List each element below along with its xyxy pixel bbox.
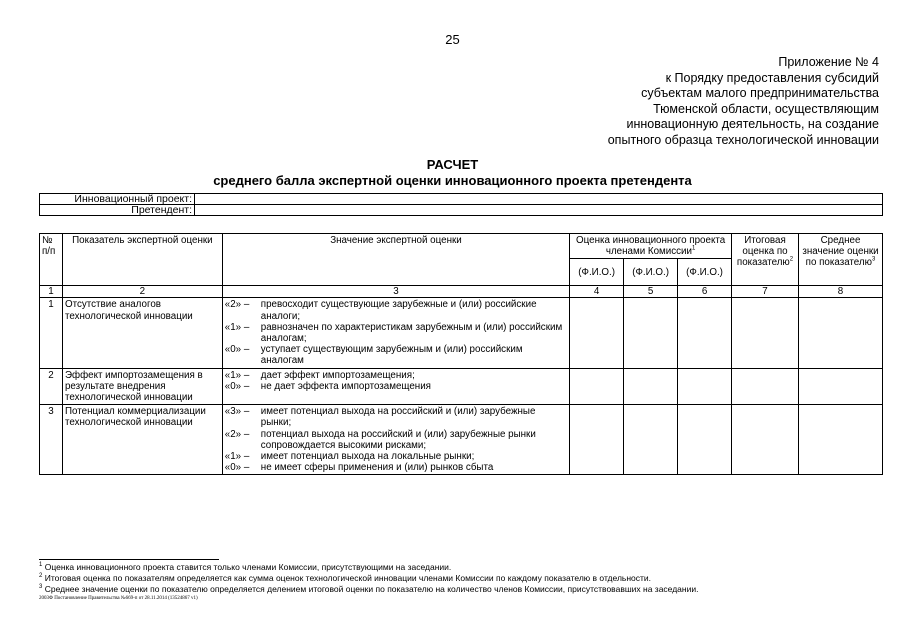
- criterion-text: не дает эффекта импортозамещения: [260, 380, 431, 392]
- col-number: 7: [732, 286, 799, 298]
- header-row: [40, 234, 883, 259]
- header-commission: [570, 234, 732, 259]
- info-row-project: [40, 194, 883, 205]
- row-indicator: Потенциал коммерциализации технологической инновации: [62, 405, 222, 475]
- info-table: [39, 193, 883, 216]
- header-fio: (Ф.И.О.): [570, 259, 624, 286]
- average-cell[interactable]: [799, 405, 883, 475]
- table-row: [40, 405, 883, 475]
- footnote-ref: 3: [872, 257, 876, 264]
- score-cell[interactable]: [570, 298, 624, 368]
- criterion-text: имеет потенциал выхода на локальные рынки;: [260, 451, 475, 463]
- criterion-score: «0» –: [224, 462, 250, 474]
- criterion-score: «0» –: [224, 380, 250, 392]
- total-cell[interactable]: [732, 405, 799, 475]
- header-value: Значение экспертной оценки: [222, 234, 569, 286]
- header-fio: (Ф.И.О.): [624, 259, 678, 286]
- total-cell[interactable]: [732, 298, 799, 368]
- criterion-score: «1» –: [224, 451, 250, 463]
- criterion: [225, 344, 567, 366]
- header-total: [732, 234, 799, 286]
- criterion: [225, 322, 567, 344]
- header-commission-text: Оценка инновационного проекта членами Комиссии: [576, 235, 726, 258]
- footnote-ref: 2: [789, 257, 794, 264]
- title: РАСЧЕТ: [426, 157, 479, 172]
- evaluation-table: [39, 233, 883, 475]
- header-average-text: Среднее значение оценки по показателю: [802, 235, 879, 269]
- row-criteria: [222, 405, 569, 475]
- criterion-text: превосходит существующие зарубежные и (или) российские аналоги;: [260, 299, 537, 322]
- col-number: 5: [624, 286, 678, 298]
- appendix-line: Тюменской области, осуществляющим: [653, 101, 879, 116]
- score-cell[interactable]: [678, 405, 732, 475]
- col-number: 3: [222, 286, 569, 298]
- appendix-line: субъектам малого предпринимательства: [641, 86, 879, 101]
- score-cell[interactable]: [570, 368, 624, 405]
- header-total-text: Итоговая оценка по показателю: [736, 235, 790, 269]
- criterion: [225, 406, 567, 428]
- col-number: 2: [62, 286, 222, 298]
- footnote: [39, 562, 451, 573]
- criterion: [225, 451, 567, 462]
- footnote-text: Оценка инновационного проекта ставится только членами Комиссии, присутствующими на заседании.: [44, 562, 452, 572]
- criterion-text: дает эффект импортозамещения;: [260, 369, 415, 381]
- footnote-mark: 3: [39, 584, 43, 591]
- applicant-field[interactable]: [195, 205, 883, 216]
- row-num: 2: [40, 368, 63, 405]
- footnote-text: Среднее значение оценки по показателю определяется делением итоговой оценки по показателю на количество членов Комиссии, присутствовавших на заседании.: [44, 584, 699, 594]
- footnote-mark: 2: [39, 573, 43, 580]
- average-cell[interactable]: [799, 298, 883, 368]
- footnote: [39, 573, 651, 584]
- score-cell[interactable]: [678, 298, 732, 368]
- info-row-applicant: [40, 205, 883, 216]
- appendix-line: Приложение № 4: [778, 55, 879, 69]
- table-row: [40, 298, 883, 368]
- total-cell[interactable]: [732, 368, 799, 405]
- col-number: 6: [678, 286, 732, 298]
- page-number: 25: [445, 32, 460, 47]
- appendix-line: инновационную деятельность, на создание: [626, 117, 879, 132]
- criterion-text: равнозначен по характеристикам зарубежным и (или) российским аналогам;: [260, 321, 563, 345]
- appendix-line: к Порядку предоставления субсидий: [665, 70, 879, 85]
- row-num: 3: [40, 405, 63, 475]
- source-note: 2003Ф Постановление Правительства №669-п от 28.11.2014 (13524867 v1): [39, 596, 198, 601]
- criterion-score: «0» –: [224, 344, 250, 356]
- row-criteria: [222, 298, 569, 368]
- criterion-text: уступает существующим зарубежным и (или) российским аналогам: [260, 344, 523, 367]
- criterion-score: «2» –: [224, 299, 250, 311]
- criterion: [225, 429, 567, 451]
- header-indicator: Показатель экспертной оценки: [62, 234, 222, 286]
- table-row: [40, 368, 883, 405]
- criterion: [225, 299, 567, 321]
- subtitle: среднего балла экспертной оценки инновационного проекта претендента: [213, 173, 692, 188]
- header-average: [799, 234, 883, 286]
- col-number: 4: [570, 286, 624, 298]
- footnote-mark: 1: [39, 562, 43, 569]
- row-num: 1: [40, 298, 63, 368]
- criterion-score: «2» –: [224, 428, 250, 440]
- appendix-line: опытного образца технологической инновации: [607, 132, 879, 147]
- criterion-text: имеет потенциал выхода на российский и (или) зарубежные рынки;: [260, 406, 536, 429]
- score-cell[interactable]: [624, 368, 678, 405]
- criterion: [225, 381, 567, 392]
- criterion-score: «1» –: [224, 321, 250, 333]
- col-number: 1: [40, 286, 63, 298]
- criterion: [225, 370, 567, 381]
- document-title: [0, 157, 905, 189]
- applicant-label: Претендент:: [40, 205, 195, 216]
- criterion: [225, 462, 567, 473]
- average-cell[interactable]: [799, 368, 883, 405]
- score-cell[interactable]: [570, 405, 624, 475]
- row-indicator: Эффект импортозамещения в результате внедрения технологической инновации: [62, 368, 222, 405]
- criterion-score: «3» –: [224, 406, 250, 418]
- score-cell[interactable]: [678, 368, 732, 405]
- footnote-text: Итоговая оценка по показателям определяется как сумма оценок технологической инновации членами Комиссии по каждому показателю в отдельности.: [44, 573, 652, 583]
- score-cell[interactable]: [624, 405, 678, 475]
- score-cell[interactable]: [624, 298, 678, 368]
- criterion-score: «1» –: [224, 369, 250, 381]
- appendix-block: [608, 55, 879, 149]
- project-field[interactable]: [195, 194, 883, 205]
- row-indicator: Отсутствие аналогов технологической инновации: [62, 298, 222, 368]
- footnote-divider: [39, 559, 219, 560]
- footnote: [39, 584, 698, 595]
- header-fio: (Ф.И.О.): [678, 259, 732, 286]
- row-criteria: [222, 368, 569, 405]
- footnote-ref: 1: [692, 245, 696, 252]
- col-number: 8: [799, 286, 883, 298]
- project-label: Инновационный проект:: [40, 194, 195, 205]
- criterion-text: не имеет сферы применения и (или) рынков сбыта: [260, 462, 494, 474]
- criterion-text: потенциал выхода на российский и (или) зарубежные рынки сопровождается высокими рисками;: [260, 428, 536, 451]
- header-num: № п/п: [40, 234, 63, 286]
- column-number-row: [40, 286, 883, 298]
